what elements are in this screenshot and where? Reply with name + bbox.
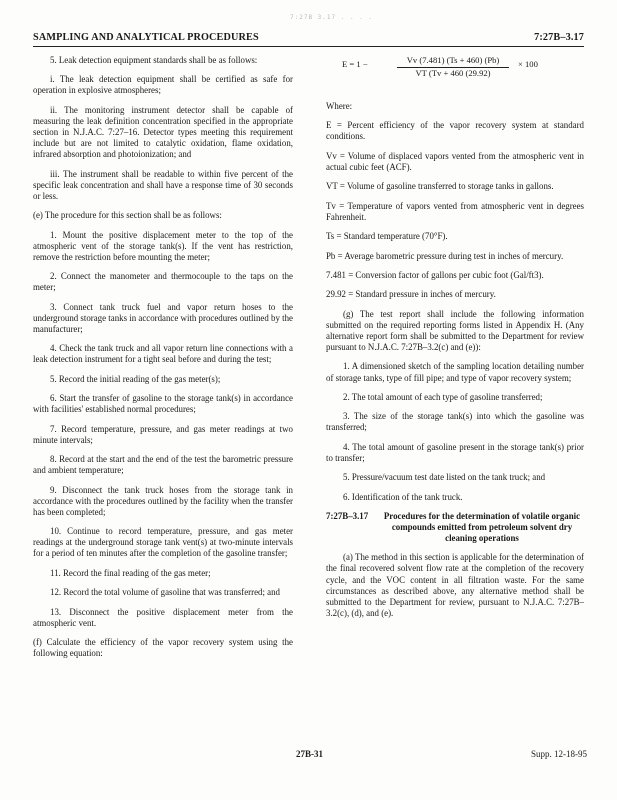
supplement-date: Supp. 12-18-95 xyxy=(531,749,587,759)
paragraph: (a) The method in this section is applicable for the determination of the final recovered solvent flow rate at the completion of the recovery cycle, and the VOC content in all filtration waste. For the same circumstances as described above, any alternative method shall be submitted to the Department for review, pursuant to N.J.A.C. 7:27B–3.2(c), (d), and (e). xyxy=(326,552,584,618)
paragraph: 10. Continue to record temperature, pressure, and gas meter readings at the underground storage tank vent(s) at two-minute intervals for a period of ten minutes after the completion of the gasoline transfer; xyxy=(33,526,293,559)
paragraph: 12. Record the total volume of gasoline that was transferred; and xyxy=(50,587,280,598)
formula-denominator: VT (Tv + 460 (29.92) xyxy=(415,68,491,78)
definition: 7.481 = Conversion factor of gallons per cubic foot (Gal/ft3). xyxy=(326,270,544,281)
paragraph: 3. Connect tank truck fuel and vapor return hoses to the underground storage tanks in accordance with procedures outlined by the manufacturer; xyxy=(33,301,293,334)
paragraph: i. The leak detection equipment shall be certified as safe for operation in explosive atmospheres; xyxy=(33,74,293,96)
efficiency-formula xyxy=(326,55,584,91)
running-header xyxy=(33,32,584,47)
definition: Pb = Average barometric pressure during test in inches of mercury. xyxy=(326,250,564,261)
paragraph: 6. Start the transfer of gasoline to the storage tank(s) in accordance with facilities' established normal procedures; xyxy=(33,393,293,415)
paragraph: 4. The total amount of gasoline present in the storage tank(s) prior to transfer; xyxy=(326,441,584,463)
definition: VT = Volume of gasoline transferred to storage tanks in gallons. xyxy=(326,181,554,192)
paragraph: iii. The instrument shall be readable to within five percent of the specific leak concentration and shall have a response time of 30 seconds or less. xyxy=(33,168,293,201)
definition: Ts = Standard temperature (70°F). xyxy=(326,231,448,242)
paragraph: 1. A dimensioned sketch of the sampling location detailing number of storage tanks, type of fill pipe; and type of vapor recovery system; xyxy=(326,361,584,383)
paragraph: 7. Record temperature, pressure, and gas meter readings at two minute intervals; xyxy=(33,423,293,445)
definition: E = Percent efficiency of the vapor recovery system at standard conditions. xyxy=(326,120,584,142)
paragraph: Where: xyxy=(326,101,353,111)
paragraph: (e) The procedure for this section shall be as follows: xyxy=(33,210,222,221)
paragraph: ii. The monitoring instrument detector shall be capable of measuring the leak definition concentration specified in the appropriate section in N.J.A.C. 7:27–16. Detector types meeting this requirement include but are not limited to catalytic oxidation, flame oxidation, infrared absorption and photoionization; and xyxy=(33,104,293,160)
paragraph: 4. Check the tank truck and all vapor return line connections with a leak detection instrument for a tight seal before and during the test; xyxy=(33,343,293,365)
formula-multiplier: × 100 xyxy=(518,59,538,69)
formula-lhs: E = 1 − xyxy=(342,59,368,69)
definition: Tv = Temperature of vapors vented from atmospheric vent in degrees Fahrenheit. xyxy=(326,200,584,222)
paragraph: 2. Connect the manometer and thermocouple to the taps on the meter; xyxy=(33,271,293,293)
header-section-number: 7:27B–3.17 xyxy=(534,32,584,43)
paragraph: 9. Disconnect the tank truck hoses from the storage tank in accordance with the procedures outlined by the facility when the transfer has been completed; xyxy=(33,484,293,517)
paragraph: 2. The total amount of each type of gasoline transferred; xyxy=(343,391,543,402)
paragraph: 5. Leak detection equipment standards shall be as follows: xyxy=(50,55,258,65)
right-column xyxy=(326,55,584,627)
paragraph: 11. Record the final reading of the gas meter; xyxy=(50,567,211,578)
paragraph: 8. Record at the start and the end of the test the barometric pressure and ambient temperature; xyxy=(33,454,293,476)
section-title: Procedures for the determination of volatile organic compounds emitted from petroleum solvent dry cleaning operations xyxy=(383,511,581,544)
header-title: SAMPLING AND ANALYTICAL PROCEDURES xyxy=(33,32,259,43)
paragraph: (f) Calculate the efficiency of the vapor recovery system using the following equation: xyxy=(33,637,293,659)
paragraph: 5. Pressure/vacuum test date listed on the tank truck; and xyxy=(343,472,546,483)
paragraph: 5. Record the initial reading of the gas meter(s); xyxy=(50,373,221,384)
section-heading xyxy=(326,511,584,544)
section-number: 7:27B–3.17 xyxy=(326,511,369,522)
scan-noise: 7:27B 3.17 . . . . xyxy=(290,14,374,21)
left-column xyxy=(33,55,293,667)
formula-numerator: Vv (7.481) (Ts + 460) (Pb) xyxy=(397,55,509,68)
paragraph: (g) The test report shall include the following information submitted on the required reporting forms listed in Appendix H. (Any alternative report form shall be submitted to the Department for review pursuant to N.J.A.C. 7:27B–3.2(c) and (e)): xyxy=(326,308,584,353)
definition: 29.92 = Standard pressure in inches of mercury. xyxy=(326,289,496,300)
definition: Vv = Volume of displaced vapors vented from the atmospheric vent in actual cubic feet (ACF). xyxy=(326,150,584,172)
paragraph: 6. Identification of the tank truck. xyxy=(343,491,463,502)
page-number: 27B-31 xyxy=(296,749,323,759)
paragraph: 13. Disconnect the positive displacement meter from the atmospheric vent. xyxy=(33,606,293,628)
paragraph: 3. The size of the storage tank(s) into which the gasoline was transferred; xyxy=(326,411,584,433)
paragraph: 1. Mount the positive displacement meter to the top of the atmospheric vent of the storage tank(s). If the vent has restriction, remove the restriction before mounting the meter; xyxy=(33,229,293,262)
